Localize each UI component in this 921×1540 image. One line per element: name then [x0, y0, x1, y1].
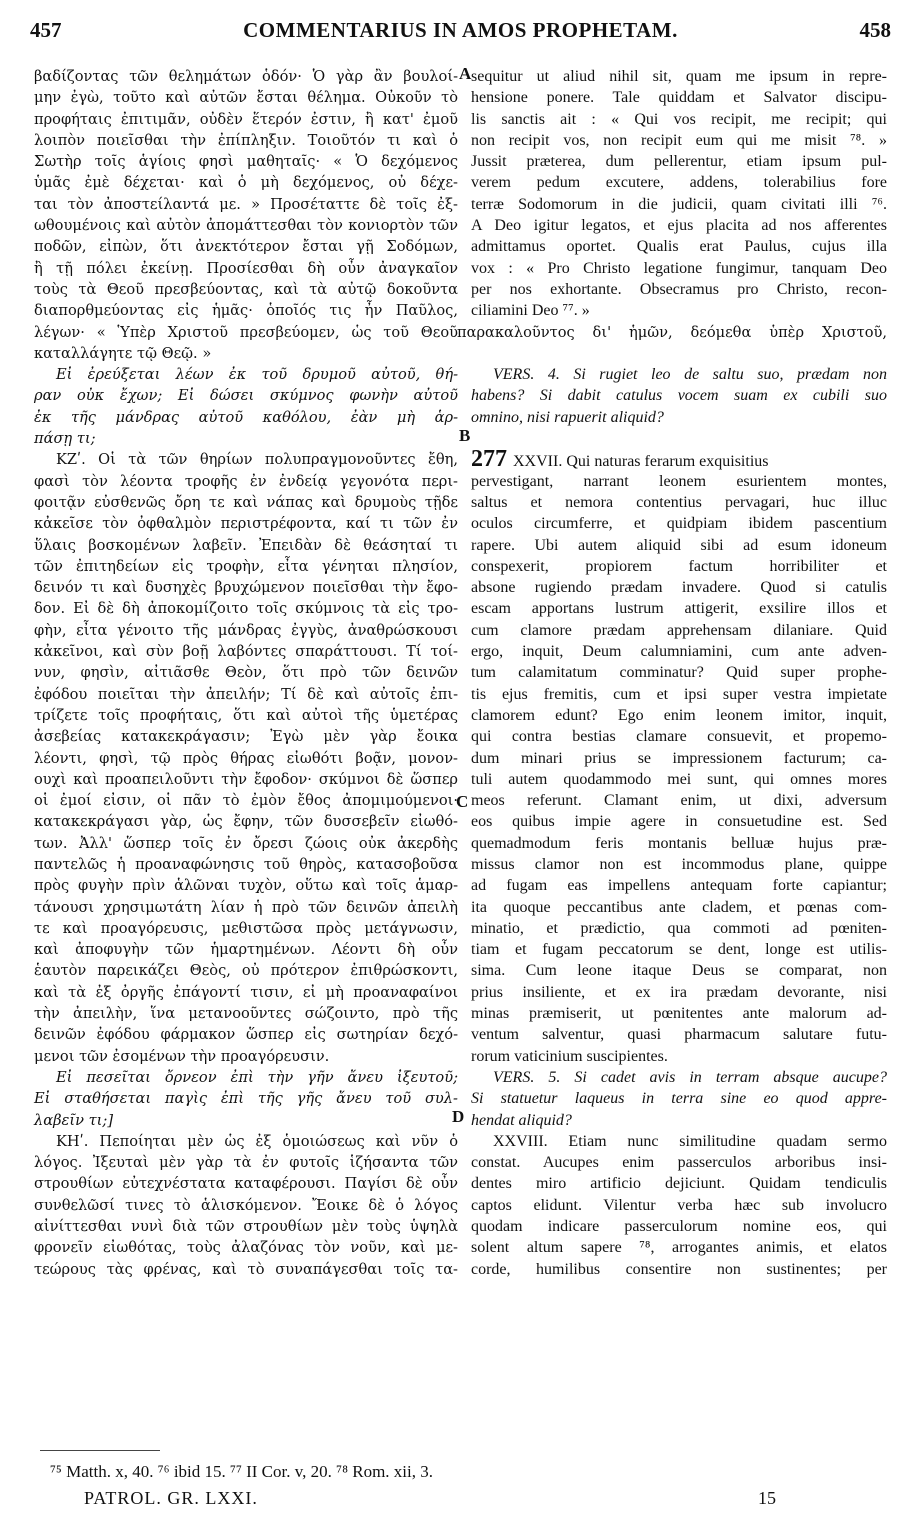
latin-line: qui contra bestias clamare consuevit, et propemo-	[471, 728, 887, 746]
latin-line: lis sanctis ait : « Qui vos recipit, me recipit; qui	[471, 110, 887, 128]
latin-line: dum minari prius se impressionem facturum; ca-	[471, 749, 887, 767]
greek-line: λόγος. Ἰξευταὶ μὲν γὰρ τὰ ἐν φυτοῖς ἱζήσαντα τῶν	[34, 1154, 458, 1172]
latin-line: tum calamitatum comminatur? Quid super prophe-	[471, 664, 887, 682]
footnote-line: ⁷⁵ Matth. x, 40. ⁷⁶ ibid 15. ⁷⁷ II Cor. v, 20. ⁷⁸ Rom. xii, 3.	[50, 1462, 434, 1481]
greek-line: ἐκ τῆς μάνδρας αὐτοῦ καθόλου, ἐὰν μὴ ἁρ-	[34, 408, 458, 426]
greek-line: Εἰ ἐρεύξεται λέων ἐκ τοῦ δρυμοῦ αὐτοῦ, θή-	[56, 366, 458, 384]
greek-line: ουχὶ καὶ προαπειλοῦντι τὴν ἔφοδον· σκύμνοι δὲ ὥσπερ	[34, 770, 458, 788]
greek-line: κατακεκράγασι γὰρ, ὡς ἔφην, τῶν δυσσεβεῖν εἰωθό-	[34, 813, 458, 831]
latin-line: omnino, nisi rapuerit aliquid?	[471, 408, 664, 426]
greek-line: ὑμᾶς ἐμὲ δέχεται· καὶ ὁ μὴ δεχόμενος, οὐ δέχε-	[34, 174, 458, 192]
latin-line: sequitur ut aliud nihil sit, quam me ipsum in repre-	[471, 68, 887, 85]
greek-line: Σωτὴρ τοῖς ἁγίοις φησὶ μαθηταῖς· « Ὁ δεχόμενος	[34, 153, 458, 171]
margin-letter-d: D	[452, 1107, 465, 1126]
greek-line: τάνουσι χρησιμωτάτη λίαν ἡ πρὸ τῶν δεινῶν ἀπειλὴ	[34, 898, 458, 916]
latin-line: missus clamor non est incommodus plane, quippe	[471, 855, 887, 873]
greek-line: πρὸς φυγὴν πρὶν ἁλῶναι τυχὸν, οὕτω καὶ τοῖς ἁμαρ-	[34, 877, 458, 895]
margin-letter-a: A	[459, 64, 472, 83]
latin-line: ergo, inquit, Deum calumniamini, cum ante adven-	[471, 643, 887, 661]
latin-line: quemadmodum feris montanis belluæ hujus præ-	[471, 834, 887, 852]
latin-line: VERS. 5. Si cadet avis in terram absque aucupe?	[493, 1068, 887, 1086]
latin-line: constat. Aucupes enim passerculos arboribus insi-	[471, 1154, 887, 1172]
latin-line: dentes miro artificio dejiciunt. Quidam tendiculis	[471, 1175, 887, 1193]
running-title: COMMENTARIUS IN AMOS PROPHETAM.	[243, 18, 678, 42]
greek-line: μενοι τῶν ἐσομένων τὴν προαγόρευσιν.	[34, 1047, 330, 1065]
latin-line: escam apportans lustrum attigerit, exsilire illos et	[471, 600, 887, 618]
latin-line: ita quoque peccantibus ante cladem, et pœnas com-	[471, 898, 887, 916]
latin-line: admittamus oportet. Qualis erat Paulus, cujus illa	[471, 238, 887, 256]
latin-line: tiam et fugam peccatorum se dent, longe est utilis-	[471, 941, 887, 959]
latin-line: oculos circumferre, et quidpiam ibidem pascentium	[471, 515, 887, 533]
greek-column	[34, 66, 458, 1280]
greek-line: διαπορθμεύοντας εἰς ἡμᾶς· ὁποῖός τις ἦν Παῦλος,	[34, 302, 458, 320]
latin-line: VERS. 4. Si rugiet leo de saltu suo, prædam non	[493, 366, 887, 384]
latin-line: παρακαλοῦντος δι' ἡμῶν, δεόμεθα ὑπὲρ Χριστοῦ,	[457, 323, 887, 341]
latin-line: Jussit præterea, dum pellerentur, etiam ipsum pul-	[471, 153, 887, 171]
footnotes	[50, 1462, 881, 1488]
greek-line: ΚΗʹ. Πεποίηται μὲν ὡς ἐξ ὁμοιώσεως καὶ νῦν ὁ	[56, 1132, 458, 1150]
greek-line: ἑαυτὸν παρεικάζει Θεὸς, οὐ πρότερον ἐπιθρώσκοντι,	[34, 962, 458, 980]
greek-line: τῶν ἐπιτηδείων εἰς τροφὴν, εἶτα γένηται πλησίον,	[34, 557, 458, 575]
greek-line: οἱ ἐμοί εἰσιν, οἱ πᾶν τὸ ἐμὸν ἔθος ἀπομιμούμενοι·	[34, 792, 458, 810]
greek-line: φοιτᾷν εὐσθενῶς ὄρη τε καὶ νάπας καὶ δρυμοὺς τῇδε	[34, 493, 458, 511]
latin-line	[471, 343, 887, 364]
latin-line: verem pedum excutere, addens, tolerabilius fore	[471, 174, 887, 192]
latin-line: ad fugam eas impellens antequam forte capiantur;	[471, 877, 887, 895]
latin-line: hensione ponere. Tale quiddam et Salvator discipu-	[471, 89, 887, 107]
latin-line: XXVIII. Etiam nunc similitudine quadam sermo	[493, 1132, 887, 1150]
latin-line	[471, 446, 887, 473]
sheet-number: 15	[758, 1488, 776, 1508]
greek-line: καὶ τὰ ἐξ ὀργῆς ἐπάγοντί τισιν, εἰ μὴ προαναφαίνοι	[34, 983, 458, 1001]
latin-line: non recipit vos, non recipit eum qui me misit ⁷⁸. »	[471, 131, 887, 149]
greek-line: των. Ἀλλ' ὥσπερ τοῖς ἐν ὄρεσι ζώοις οὐκ ἀκερδὴς	[34, 834, 458, 852]
greek-line: ποδῶν, εἰπὼν, ὅτι ἀνεκτότερον ἔσται γῇ Σοδόμων,	[34, 238, 458, 256]
greek-line: κἀκεῖσε τὸν ὀφθαλμὸν περιστρέφοντα, καί τι τῶν ἐν	[34, 515, 458, 533]
greek-line: αἰνίττεσθαι νυνὶ διὰ τῶν στρουθίων μὲν τοὺς ὑψηλὰ	[34, 1218, 458, 1236]
latin-line: rorum vaticinium suscipientes.	[471, 1047, 668, 1065]
latin-line: pervestigant, narrant leonem esurientem montes,	[471, 472, 887, 490]
greek-line: ὕλαις βοσκομένων λαβεῖν. Ἐπειδὰν δὲ θεάσηταί τι	[34, 536, 458, 554]
latin-line: corde, humilibus consentire non sustinentes; per	[471, 1260, 887, 1278]
latin-line: tis ejus fremitis, cum et ipsi super vestra impietate	[471, 685, 887, 703]
column-number: 277	[471, 446, 513, 473]
greek-line: κἀκεῖνοι, καὶ σὺν βοῇ λαβόντες σπαράττουσι. Τί τοί-	[34, 643, 458, 661]
latin-line: hendat aliquid?	[471, 1111, 572, 1129]
greek-line: λέγων· « Ὑπὲρ Χριστοῦ πρεσβεύομεν, ὡς τοῦ Θεοῦ	[34, 323, 458, 341]
greek-line: ἐφόδου ποιεῖται τὴν ἀπειλήν; Τί δὲ καὶ αὐτοῖς ἐπι-	[34, 685, 458, 703]
latin-line: per nos exhortante. Obsecramus pro Christo, recon-	[471, 280, 887, 298]
greek-line: τοὺς τὰ Θεοῦ πρεσβεύοντας, καὶ τὰ αὐτῷ δοκοῦντα	[34, 280, 458, 298]
latin-line: ventum salventur, quasi pharmacum salutare futu-	[471, 1026, 887, 1044]
latin-line: tuli autem quodammodo mei sunt, qui omnes mores	[471, 770, 887, 788]
latin-line: captos elidunt. Vilentur verba hæc sub involucro	[471, 1196, 887, 1214]
greek-line: τρίζετε τοῖς προφήταις, ὅτι καὶ αὐτοὶ τῆς ὑμετέρας	[34, 706, 458, 724]
greek-line: πάσῃ τι;	[34, 430, 96, 448]
greek-line: τε καὶ προαγόρευσις, μεθιστῶσα πρὸς μετάγνωσιν,	[34, 919, 458, 937]
patrology-signature: PATROL. GR. LXXI.	[84, 1488, 258, 1508]
greek-line: ἢ τῇ πόλει ἐκείνῃ. Προσίεσθαι δὴ οὖν ἀναγκαῖον	[34, 259, 458, 277]
greek-line: λέοντι, φησὶ, τῷ πρὸς θήρας εἰωθότι βοᾷν, μονον-	[34, 749, 458, 767]
page-number-right: 458	[859, 18, 891, 42]
greek-line: λαβεῖν τι;]	[34, 1111, 114, 1129]
greek-line: προφήταις ἐπιτιμᾶν, οὐδὲν ἕτερόν ἐστιν, ἢ κατ' ἐμοῦ	[34, 110, 458, 128]
latin-line: habens? Si dabit catulus vocem suam ex cubili suo	[471, 387, 887, 405]
latin-line: cum clamore prædam apprehensam dilaniare. Quid	[471, 621, 887, 639]
latin-line: absone rugiendo prædam invadere. Quod si catulis	[471, 579, 887, 597]
greek-line: δεινόν τι καὶ δυσηχὲς βρυχώμενον ποιεῖσθαι τὴν ἔφο-	[34, 579, 458, 597]
line-text: XXVII. Qui naturas ferarum exquisitius	[513, 453, 769, 471]
greek-line: φὴν, εἶτα γένοιτο τῆς μάνδρας ἐγγὺς, ἀναθρώσκουσι	[34, 621, 458, 639]
latin-line: saltus et nemora contentius pervagari, huc illuc	[471, 493, 887, 511]
page-number-left: 457	[30, 18, 62, 42]
margin-letter-b: B	[459, 426, 471, 445]
latin-line: terræ Sodomorum in die judicii, quam civitati illi ⁷⁶.	[471, 195, 887, 213]
latin-line: conspexerit, propiorem factum horribiliter et	[471, 557, 887, 575]
greek-line: συνθελῶσί τινες τὸ ἁλισκόμενον. Ἔοικε δὲ ὁ λόγος	[34, 1196, 458, 1214]
greek-line: ραν οὐκ ἔχων; Εἰ δώσει σκύμνος φωνὴν αὐτοῦ	[34, 387, 458, 405]
greek-line: μην ἐγὼ, τοῦτο καὶ αὐτῶν ἔσται θέλημα. Οὐκοῦν τὸ	[34, 89, 458, 107]
latin-column	[457, 66, 887, 1280]
latin-line: vox : « Pro Christo legatione fungimur, tanquam Deo	[471, 259, 887, 277]
greek-line: δον. Εἰ δὲ δὴ ἀποκομίζοιτο τοῖς σκύμνοις τὰ εἰς τρο-	[34, 600, 458, 618]
latin-line: quodam indicare passerculorum nomine eos, qui	[471, 1218, 887, 1236]
latin-line: Si statuetur laqueus in terra sine eo quod appre-	[471, 1090, 887, 1108]
greek-line: φρονεῖν εἰωθότας, τοὺς ἀλαζόνας τὸν νοῦν, καὶ με-	[34, 1239, 458, 1257]
greek-line: ΚΖʹ. Οἱ τὰ τῶν θηρίων πολυπραγμονοῦντες ἔθη,	[56, 451, 458, 469]
latin-line: prius insiliente, et ex ira prædam devorante, nisi	[471, 983, 887, 1001]
greek-line: τὴν ἀπειλὴν, ἵνα μετανοοῦντες σώζοιντο, πρὸ τῆς	[34, 1005, 458, 1023]
greek-line: παντελῶς ἡ προαναφώνησις τοῦ θηρὸς, κατασοβοῦσα	[34, 855, 458, 873]
latin-line: ciliamini Deo ⁷⁷. »	[471, 302, 590, 320]
greek-line: φασὶ τὸν λέοντα τροφῆς ἐν ἐνδείᾳ γεγονότα περι-	[34, 472, 458, 490]
greek-line: ται τὸν ἀποστείλαντά με. » Προσέταττε δὲ τοῖς ἐξ-	[34, 195, 458, 213]
page-header	[30, 18, 891, 48]
greek-line: Εἰ πεσεῖται ὄρνεον ἐπὶ τὴν γῆν ἄνευ ἰξευτοῦ;	[56, 1068, 458, 1086]
footnote-rule	[40, 1450, 160, 1451]
greek-line: ωθουμένοις καὶ αὐτὸν ἀπομάττεσθαι τὸν κονιορτὸν τῶν	[34, 217, 458, 235]
latin-line: clamorem edunt? Ego enim leonem imitor, inquit,	[471, 706, 887, 724]
latin-line: sima. Cum leone itaque Deus se comparat, non	[471, 962, 887, 980]
greek-line: στρουθίων εὐτεχνέστατα καταφέρουσι. Παγίσι δὲ οὖν	[34, 1175, 458, 1193]
latin-line	[471, 428, 887, 449]
greek-line: καταλλάγητε τῷ Θεῷ. »	[34, 344, 212, 362]
greek-line: Εἰ σταθήσεται παγὶς ἐπὶ τῆς γῆς ἄνευ τοῦ συλ-	[34, 1090, 458, 1108]
latin-line: A Deo igitur legatos, et ejus placita ad nos afferentes	[471, 217, 887, 235]
greek-line: δεινῶν ἐφόδου φάρμακον ὥσπερ εἰς σωτηρίαν δεχό-	[34, 1026, 458, 1044]
greek-line: λοιπὸν ποιεῖσθαι τὴν ἐπίπληξιν. Τοιοῦτόν τι καὶ ὁ	[34, 131, 458, 149]
greek-line: νυν, φησὶν, αἰτιᾶσθε Θεὸν, ὅτι πρὸ τῶν δεινῶν	[34, 664, 458, 682]
latin-line: minatio, et prædictio, qua commoti ad pœniten-	[471, 919, 887, 937]
latin-line: solent altum sapere ⁷⁸, arrogantes animis, et elatos	[471, 1239, 887, 1257]
latin-line: meos referunt. Clamant enim, ut dixi, adversum	[471, 792, 887, 810]
greek-line: καὶ ἀποφυγὴν τῶν ἡμαρτημένων. Λέοντι δὴ οὖν	[34, 941, 458, 959]
greek-line: ἀσεβείας κατακεκράγασιν; Ἐγὼ μὲν γὰρ ἔοικα	[34, 728, 458, 746]
greek-line: τεώρους τὰς φρένας, καὶ τὸ συναπάγεσθαι τοῖς τα-	[34, 1260, 458, 1278]
latin-line: minas præmiserit, ut pœnitentes ante malorum ad-	[471, 1005, 887, 1023]
latin-line: rapere. Ubi autem aliquid sibi ad esum idoneum	[471, 536, 887, 554]
latin-line: eos quibus impie agere in consuetudine est. Sed	[471, 813, 887, 831]
greek-line: βαδίζοντας τῶν θελημάτων ὁδόν· Ὁ γὰρ ἂν βουλοί-	[34, 68, 458, 85]
margin-letter-c: C	[456, 792, 469, 811]
